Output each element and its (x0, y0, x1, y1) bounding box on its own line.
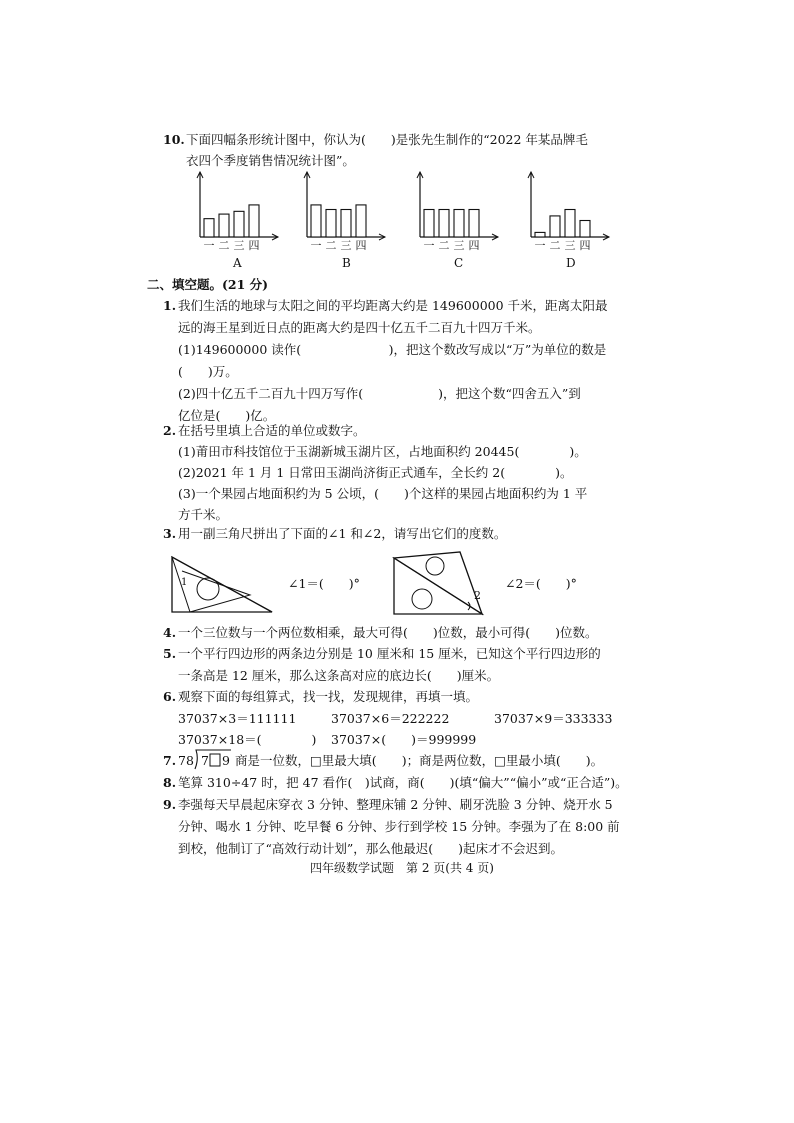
question-number: 4. (163, 625, 177, 640)
dividend-right-digit: 9 (222, 753, 230, 768)
x-tick-label: 一 (203, 239, 215, 252)
question-text: (2)四十亿五千二百九十四万写作( )，把这个数“四舍五入”到 (178, 386, 581, 401)
question-text: 远的海王星到近日点的距离大约是四十亿五千二百九十四万千米。 (178, 320, 541, 335)
angle-1-answer: ∠1＝( )° (288, 576, 360, 591)
question-text: 用一副三角尺拼出了下面的∠1 和∠2，请写出它们的度数。 (178, 526, 507, 541)
chart-bar (204, 219, 214, 237)
question-number: 2. (163, 423, 177, 438)
x-tick-label: 三 (564, 239, 576, 252)
question-text: 一条高是 12 厘米，那么这条高对应的底边长( )厘米。 (178, 668, 500, 683)
equation: 37037×6＝222222 (331, 711, 450, 726)
question-text: (1)莆田市科技馆位于玉湖新城玉湖片区，占地面积约 20445( )。 (178, 444, 587, 459)
x-tick-label: 一 (534, 239, 546, 252)
option-label-b: B (342, 256, 351, 270)
question-text: 一个三位数与一个两位数相乘，最大可得( )位数，最小可得( )位数。 (178, 625, 598, 640)
bar-charts (0, 0, 794, 300)
x-tick-label: 四 (248, 239, 260, 252)
x-tick-label: 二 (218, 239, 230, 252)
question-text: 笔算 310÷47 时，把 47 看作( )试商，商( )(填“偏大”“偏小”或“正合适”)。 (178, 775, 628, 790)
question-text: (2)2021 年 1 月 1 日常田玉湖尚济街正式通车，全长约 2( )。 (178, 465, 573, 480)
chart-bar (219, 214, 229, 237)
chart-bar (341, 210, 351, 238)
question-text: 方千米。 (178, 507, 229, 522)
question-text: 观察下面的每组算式，找一找，发现规律，再填一填。 (178, 689, 479, 704)
chart-bar (424, 210, 434, 238)
option-label-c: C (454, 256, 464, 270)
angle-2-answer: ∠2＝( )° (505, 576, 577, 591)
divisor: 78 (178, 753, 194, 768)
dividend-left-digit: 7 (201, 753, 209, 768)
chart-bar (565, 210, 575, 238)
question-text: (1)149600000 读作( )，把这个数改写成以“万”为单位的数是 (178, 342, 607, 357)
question-text: ( )万。 (178, 364, 238, 379)
section-title: 二、填空题。(21 分) (147, 277, 269, 292)
x-tick-label: 一 (310, 239, 322, 252)
x-tick-label: 三 (340, 239, 352, 252)
equation: 37037×9＝333333 (494, 711, 613, 726)
question-number: 3. (163, 526, 177, 541)
question-text: 衣四个季度销售情况统计图”。 (186, 153, 355, 168)
equation: 37037×3＝111111 (178, 711, 297, 726)
x-tick-label: 四 (355, 239, 367, 252)
question-number: 8. (163, 775, 177, 790)
x-tick-label: 四 (579, 239, 591, 252)
x-tick-label: 二 (549, 239, 561, 252)
x-tick-label: 二 (325, 239, 337, 252)
question-number: 10. (163, 132, 185, 147)
page-footer: 四年级数学试题 第 2 页(共 4 页) (310, 861, 494, 875)
x-tick-label: 四 (468, 239, 480, 252)
x-tick-label: 二 (438, 239, 450, 252)
chart-bar (234, 211, 244, 237)
option-label-a: A (233, 256, 242, 270)
triangle-figure-2 (390, 550, 500, 618)
equation: 37037×( )＝999999 (331, 732, 477, 747)
chart-bar (326, 210, 336, 238)
question-number: 1. (163, 298, 177, 313)
question-text: 下面四幅条形统计图中，你认为( )是张先生制作的“2022 年某品牌毛 (186, 132, 588, 147)
question-number: 6. (163, 689, 177, 704)
chart-bar (439, 210, 449, 238)
question-text: 到校，他制订了“高效行动计划”，那么他最迟( )起床才不会迟到。 (178, 841, 564, 856)
x-tick-label: 三 (233, 239, 245, 252)
question-number: 7. (163, 753, 177, 768)
chart-bar (535, 232, 545, 237)
option-label-d: D (566, 256, 576, 270)
question-text: 在括号里填上合适的单位或数字。 (178, 423, 366, 438)
chart-bar (249, 205, 259, 237)
question-text: 分钟、喝水 1 分钟、吃早餐 6 分钟、步行到学校 15 分钟。李强为了在 8:00 前 (178, 819, 620, 834)
equation: 37037×18＝( ) (178, 732, 317, 747)
chart-bar (311, 205, 321, 237)
x-tick-label: 一 (423, 239, 435, 252)
chart-bar (356, 205, 366, 237)
question-text: 我们生活的地球与太阳之间的平均距离大约是 149600000 千米，距离太阳最 (178, 298, 608, 313)
chart-bar (580, 221, 590, 238)
question-number: 5. (163, 646, 177, 661)
angle-2-mark: 2 (474, 589, 481, 602)
chart-bar (469, 210, 479, 238)
x-tick-label: 三 (453, 239, 465, 252)
question-text: 李强每天早晨起床穿衣 3 分钟、整理床铺 2 分钟、刷牙洗脸 3 分钟、烧开水 5 (178, 797, 613, 812)
question-number: 9. (163, 797, 177, 812)
question-text: 一个平行四边形的两条边分别是 10 厘米和 15 厘米，已知这个平行四边形的 (178, 646, 601, 661)
chart-bar (454, 210, 464, 238)
question-text: (3)一个果园占地面积约为 5 公顷，( )个这样的果园占地面积约为 1 平 (178, 486, 588, 501)
question-text: 亿位是( )亿。 (178, 408, 276, 423)
chart-bar (550, 216, 560, 237)
question-text: 商是一位数，□里最大填( )；商是两位数，□里最小填( )。 (235, 753, 604, 768)
angle-1-mark: 1 (181, 577, 188, 588)
